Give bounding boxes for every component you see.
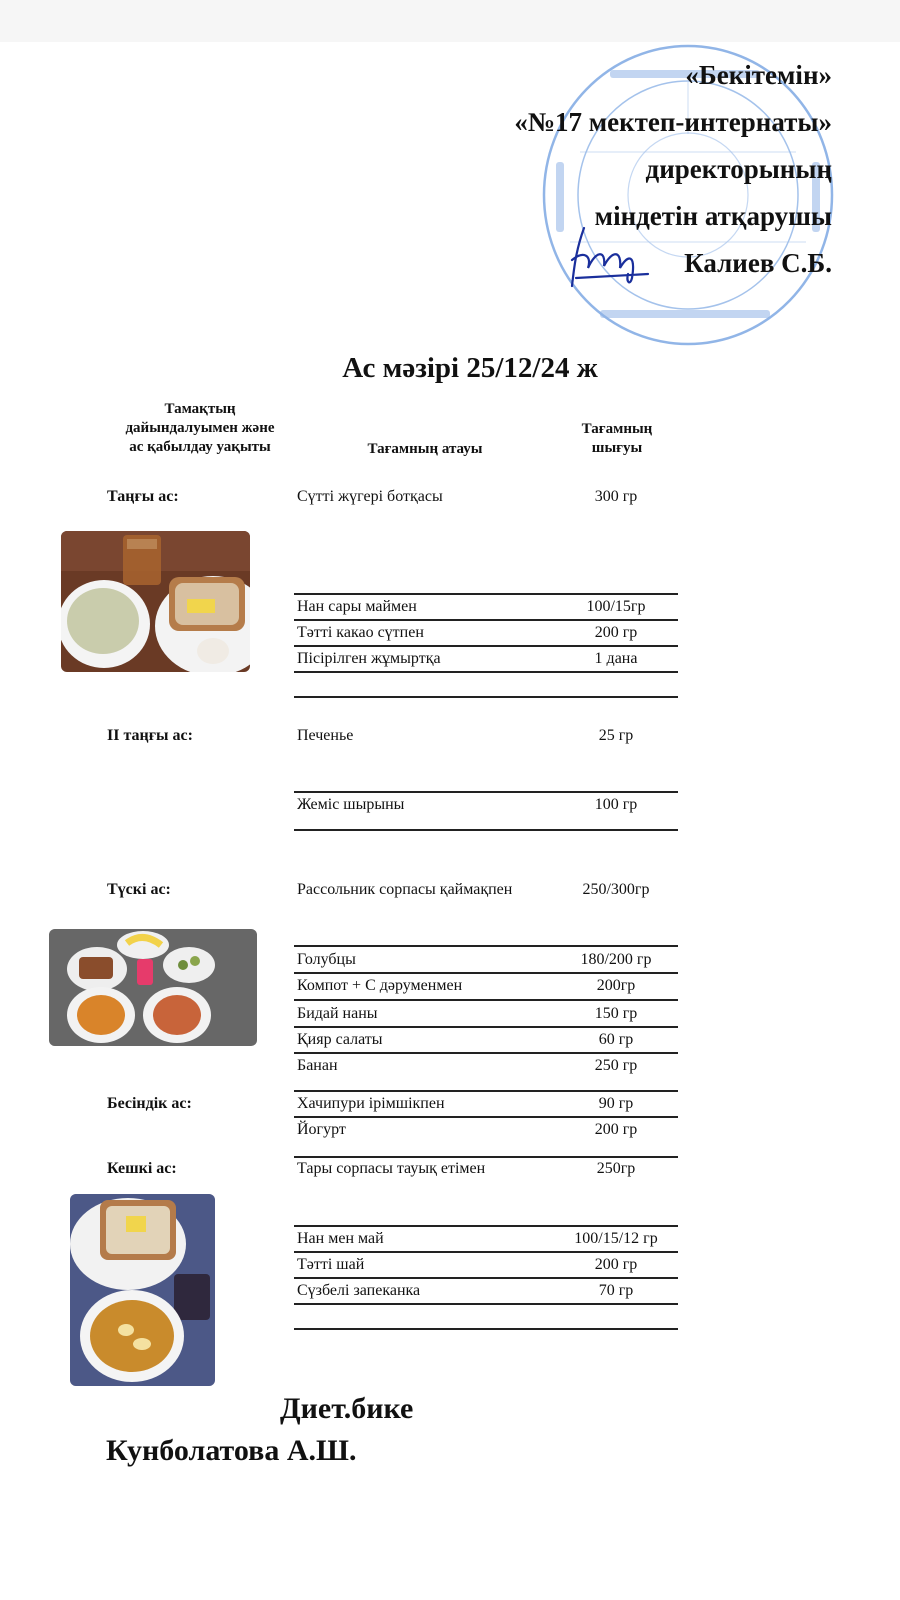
table-rule (294, 1026, 678, 1028)
approval-line-1: «Бекітемін» (685, 60, 832, 90)
table-rule (294, 671, 678, 673)
approval-line-4: міндетін атқарушы (594, 201, 832, 231)
dish-portion: 300 гр (594, 488, 638, 505)
dinner-photo (70, 1194, 215, 1386)
dish-name: Компот + С дәруменмен (297, 977, 463, 994)
dish-name: Пісірілген жұмыртқа (297, 650, 441, 667)
dish-name: Нан мен май (297, 1230, 384, 1247)
dish-name: Печенье (297, 727, 354, 744)
table-rule (294, 999, 678, 1001)
approval-line-3: директорының (645, 154, 832, 184)
dish-portion: 180/200 гр (580, 951, 652, 968)
dish-name: Бидай наны (297, 1005, 378, 1022)
dietitian-title: Диет.бике (280, 1392, 414, 1425)
header-dish-name: Тағамның атауы (367, 441, 483, 457)
meal-label-snack: Бесіндік ас: (107, 1095, 192, 1112)
table-rule (294, 645, 678, 647)
table-rule (294, 1303, 678, 1305)
table-rule (294, 972, 678, 974)
approval-line-5: Калиев С.Б. (684, 248, 832, 278)
header-meal-time (100, 400, 300, 457)
dish-name: Голубцы (297, 951, 356, 968)
meal-label-breakfast: Таңғы ас: (107, 488, 179, 505)
header-portion-line-2: шығуы (591, 440, 643, 456)
dish-portion: 1 дана (594, 650, 638, 667)
table-rule (294, 1225, 678, 1227)
dish-name: Сүзбелі запеканка (297, 1282, 421, 1299)
dish-portion: 60 гр (598, 1031, 634, 1048)
header-meal-time-line-3: ас қабылдау уақыты (129, 439, 271, 455)
dish-portion: 250/300гр (582, 881, 650, 898)
header-portion (560, 420, 674, 458)
table-rule (294, 619, 678, 621)
dish-name: Қияр салаты (297, 1031, 383, 1048)
dish-name: Йогурт (297, 1121, 346, 1138)
top-strip (0, 0, 900, 42)
breakfast-photo (61, 531, 250, 672)
approval-block (514, 52, 832, 287)
dish-name: Тәтті какао сүтпен (297, 624, 424, 641)
dish-name: Нан сары маймен (297, 598, 417, 615)
table-rule (294, 1052, 678, 1054)
dish-portion: 150 гр (594, 1005, 638, 1022)
table-rule (294, 1251, 678, 1253)
table-rule (294, 593, 678, 595)
lunch-photo (49, 929, 257, 1046)
header-portion-line-1: Тағамның (581, 421, 653, 437)
dish-portion: 200 гр (594, 1121, 638, 1138)
header-meal-time-line-1: Тамақтың (164, 401, 236, 417)
meal-label-second-breakfast: II таңғы ас: (107, 727, 193, 744)
dish-portion: 250гр (596, 1160, 636, 1177)
meal-label-dinner: Кешкі ас: (107, 1160, 177, 1177)
table-rule (294, 945, 678, 947)
approval-line-2: «№17 мектеп-интернаты» (514, 107, 832, 137)
dish-name: Хачипури ірімшікпен (297, 1095, 445, 1112)
dish-portion: 25 гр (598, 727, 634, 744)
dietitian-name: Кунболатова А.Ш. (106, 1434, 357, 1467)
dish-name: Жеміс шырыны (297, 796, 405, 813)
table-rule (294, 1328, 678, 1330)
dish-portion: 90 гр (598, 1095, 634, 1112)
table-rule (294, 1090, 678, 1092)
table-rule (294, 1156, 678, 1158)
director-signature (566, 220, 656, 292)
dish-portion: 100 гр (594, 796, 638, 813)
header-meal-time-line-2: дайындалуымен және (125, 420, 275, 436)
dish-portion: 200 гр (594, 1256, 638, 1273)
table-rule (294, 829, 678, 831)
dish-portion: 100/15/12 гр (574, 1230, 658, 1247)
dish-portion: 250 гр (594, 1057, 638, 1074)
dish-name: Сүтті жүгері ботқасы (297, 488, 443, 505)
table-rule (294, 696, 678, 698)
dish-portion: 200 гр (594, 624, 638, 641)
meal-label-lunch: Түскі ас: (107, 881, 171, 898)
dish-name: Тәтті шай (297, 1256, 365, 1273)
table-rule (294, 1277, 678, 1279)
dish-portion: 100/15гр (586, 598, 646, 615)
dish-name: Банан (297, 1057, 338, 1074)
dish-name: Тары сорпасы тауық етімен (297, 1160, 486, 1177)
table-rule (294, 791, 678, 793)
page-title: Ас мәзірі 25/12/24 ж (342, 352, 598, 384)
dish-portion: 200гр (596, 977, 636, 994)
dish-name: Рассольник сорпасы қаймақпен (297, 881, 513, 898)
dish-portion: 70 гр (598, 1282, 634, 1299)
table-rule (294, 1116, 678, 1118)
